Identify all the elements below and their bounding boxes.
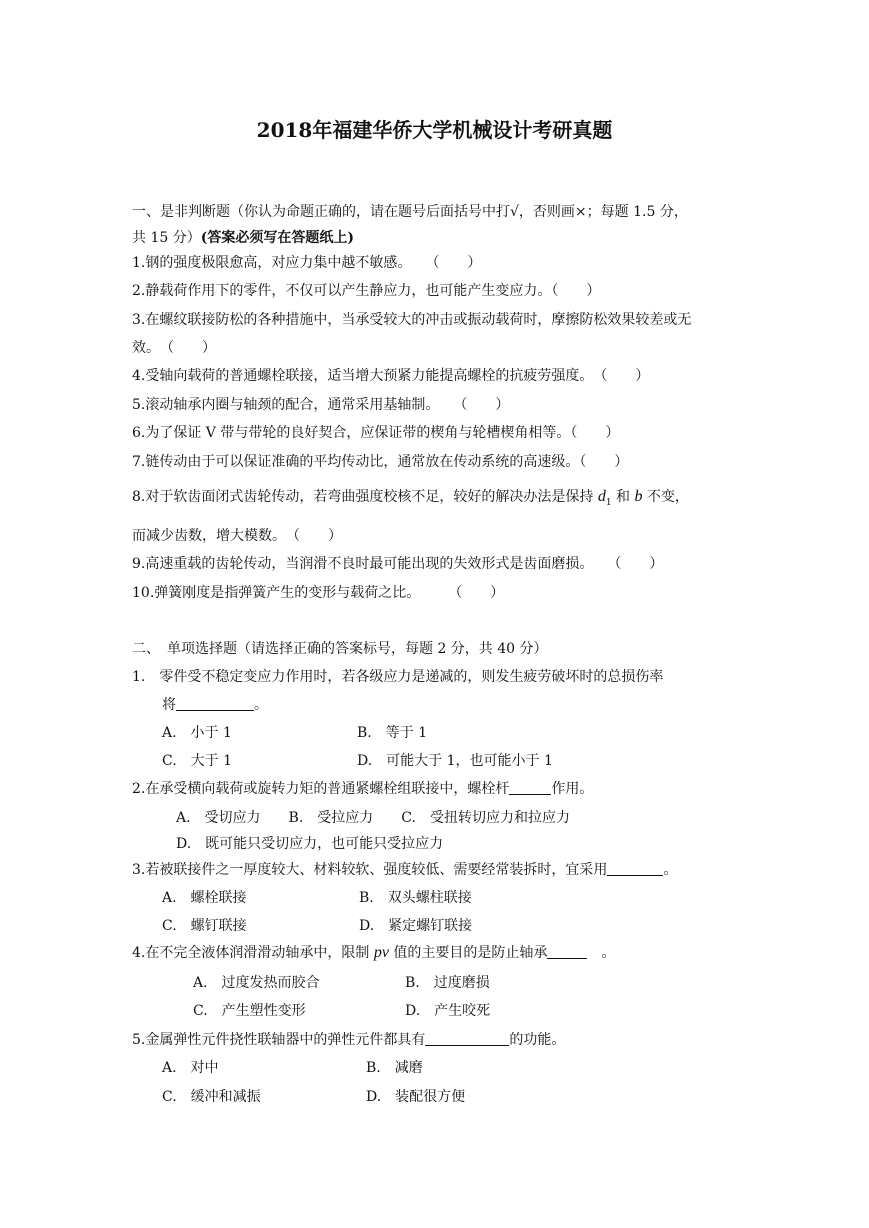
tf-question-4: 4.受轴向载荷的普通螺栓联接，适当增大预紧力能提高螺栓的抗疲劳强度。 （ ） <box>132 368 650 384</box>
option-d: D. 装配很方便 <box>366 1089 466 1105</box>
symbol-pv: pv <box>373 944 389 961</box>
option-c: C. 螺钉联接 <box>162 918 247 934</box>
mc-question-2-text: 2.在承受横向载荷或旋转力矩的普通紧螺栓组联接中，螺栓杆 <box>132 781 510 797</box>
tf-question-8-and: 和 <box>611 489 635 505</box>
tf-question-6: 6.为了保证 V 带与带轮的良好契合，应保证带的楔角与轮槽楔角相等。（ ） <box>132 425 620 441</box>
section1-points: 共 15 分） <box>132 230 201 246</box>
option-d: D. 可能大于 1，也可能小于 1 <box>357 753 553 769</box>
mc-question-4-end: 。 <box>587 945 616 961</box>
mc-question-3 <box>132 860 677 880</box>
answer-sheet-note: (答案必须写在答题纸上) <box>200 230 354 246</box>
symbol-b: b <box>634 488 643 505</box>
option-c: C. 大于 1 <box>162 753 233 769</box>
mc-question-5-end: 的功能。 <box>509 1032 566 1048</box>
option-b: B. 等于 1 <box>357 725 428 741</box>
option-b: B. 减磨 <box>366 1060 423 1076</box>
tf-question-3-cont: 效。 （ ） <box>132 340 216 356</box>
section2-heading: 二、 单项选择题（请选择正确的答案标号，每题 2 分，共 40 分） <box>132 641 548 657</box>
section1-heading-cont <box>132 228 354 248</box>
mc-question-2 <box>132 779 593 799</box>
tf-question-3: 3.在螺纹联接防松的各种措施中，当承受较大的冲击或振动载荷时，摩擦防松效果较差或无 <box>132 312 692 328</box>
option-d: D. 紧定螺钉联接 <box>359 918 473 934</box>
answer-blank <box>509 780 551 795</box>
option-d: D. 既可能只受切应力，也可能只受拉应力 <box>176 836 444 852</box>
mc-question-5 <box>132 1030 565 1050</box>
option-b: B. 双头螺柱联接 <box>359 890 472 906</box>
mc-question-5-text: 5.金属弹性元件挠性联轴器中的弹性元件都具有 <box>132 1032 426 1048</box>
option-c: C. 产生塑性变形 <box>193 1003 306 1019</box>
symbol-d: d <box>597 488 606 505</box>
answer-blank <box>547 944 587 959</box>
tf-question-8-text-end: 不变， <box>642 489 689 505</box>
answer-blank <box>176 696 254 711</box>
section1-heading: 一、是非判断题（你认为命题正确的，请在题号后面括号中打√，否则画×；每题 1.5 分， <box>132 204 688 220</box>
tf-question-5: 5.滚动轴承内圈与轴颈的配合，通常采用基轴制。 （ ） <box>132 397 510 413</box>
tf-question-8-cont: 而减少齿数，增大模数。 （ ） <box>132 528 342 544</box>
option-b: B. 过度磨损 <box>405 975 490 991</box>
mc-question-1-end: 。 <box>254 697 268 713</box>
page-title: 2018年福建华侨大学机械设计考研真题 <box>256 118 613 142</box>
option-a: A. 对中 <box>162 1060 219 1076</box>
option-c: C. 缓冲和减振 <box>162 1089 261 1105</box>
tf-question-8 <box>132 487 689 513</box>
mc-question-3-end: 。 <box>663 862 678 878</box>
answer-blank <box>425 1031 509 1046</box>
mc-question-2-end: 作用。 <box>551 781 594 797</box>
mc-question-4-text-mid: 值的主要目的是防止轴承 <box>388 945 548 961</box>
mc-question-3-text: 3.若被联接件之一厚度较大、材料较软、强度较低、需要经常装拆时，宜采用 <box>132 862 608 878</box>
tf-question-7: 7.链传动由于可以保证准确的平均传动比，通常放在传动系统的高速级。（ ） <box>132 454 629 470</box>
mc-question-4-text: 4.在不完全液体润滑滑动轴承中，限制 <box>132 945 374 961</box>
mc-question-1-cont <box>162 695 268 715</box>
option-a: A. 过度发热而胶合 <box>193 975 320 991</box>
tf-question-1: 1.钢的强度极限愈高，对应力集中越不敏感。 （ ） <box>132 255 482 271</box>
tf-question-10: 10.弹簧刚度是指弹簧产生的变形与载荷之比。 （ ） <box>132 585 505 601</box>
option-a: A. 螺栓联接 <box>162 890 247 906</box>
mc-question-1: 1. 零件受不稳定变应力作用时，若各级应力是递减的，则发生疲劳破坏时的总损伤率 <box>132 669 664 685</box>
mc-question-4 <box>132 943 615 963</box>
answer-blank <box>607 861 663 876</box>
option-a: A. 小于 1 <box>162 725 232 741</box>
tf-question-9: 9.高速重载的齿轮传动，当润滑不良时最可能出现的失效形式是齿面磨损。 （ ） <box>132 556 664 572</box>
option-d: D. 产生咬死 <box>405 1003 491 1019</box>
mc-question-1-text: 将 <box>162 697 176 713</box>
tf-question-8-text: 8.对于软齿面闭式齿轮传动，若弯曲强度校核不足，较好的解决办法是保持 <box>132 489 598 505</box>
options-abc: A. 受切应力 B. 受拉应力 C. 受扭转切应力和拉应力 <box>176 810 570 826</box>
tf-question-2: 2.静载荷作用下的零件，不仅可以产生静应力，也可能产生变应力。（ ） <box>132 283 601 299</box>
symbol-d-subscript: 1 <box>605 497 612 508</box>
